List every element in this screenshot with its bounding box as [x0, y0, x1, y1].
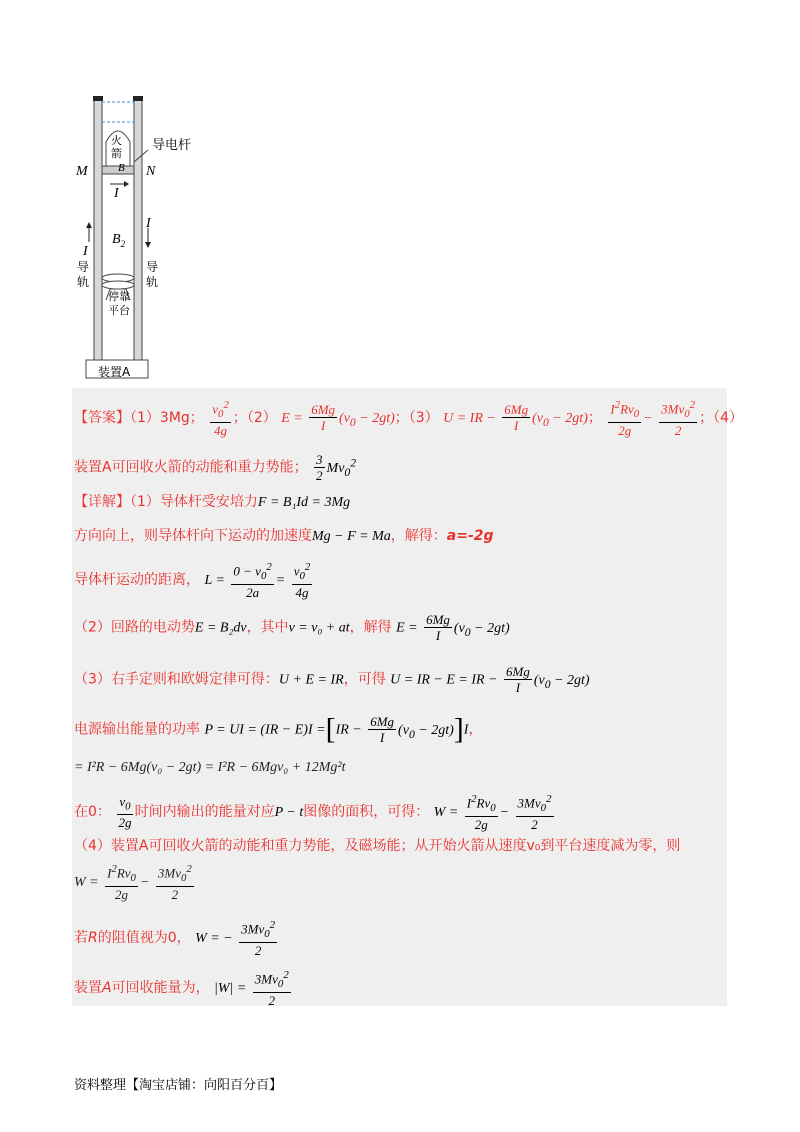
detail-line-9: （4）装置A可回收火箭的动能和重力势能，及磁场能；从开始火箭从速度v₀到平台速度减为零，则	[74, 838, 681, 854]
detail-line-4: （2）回路的电动势E = B₂dv，其中v = v₀ + at，解得 E = $\frac{6Mg}{I}$ $(v_0 - 2gt)$	[74, 612, 510, 643]
answer-line-1: 【答案】（1）3Mg； $\frac{v_0^2}{4g}$ ；（2） E = $\frac{6Mg}{I}$ $(v_0 - 2gt)$；（3） U = IR − $\frac{6Mg}{I}$ $(v_0 - 2gt)$； $\frac{I^2Rv_0}{2g}$ − $\frac{3Mv_0^2}{2}$ ；（4）	[74, 399, 743, 438]
label-i-right: I	[146, 216, 151, 231]
rail-diagram	[76, 92, 206, 382]
label-device-a: 装置A	[98, 365, 131, 379]
label-rod: 导电杆	[152, 138, 192, 153]
detail-line-5: （3）右手定则和欧姆定律可得：U + E = IR，可得 U = IR − E = IR − $\frac{6Mg}{I}$ $(v_0 - 2gt)$	[74, 664, 590, 695]
left-rail	[94, 98, 102, 360]
footer-source: 资料整理【淘宝店铺：向阳百分百】	[74, 1078, 283, 1093]
detail-line-6: 电源输出能量的功率 P = UI = (IR − E)I =[IR − $\frac{6Mg}{I}$ $(v_0 - 2gt)]I$，	[74, 712, 483, 746]
detail-line-11: 若R的阻值视为0， W = − $\frac{3Mv_0^2}{2}$	[74, 919, 276, 958]
label-b1: B	[118, 162, 125, 174]
answer-line-2: 装置A可回收火箭的动能和重力势能； $\frac{3}{2}$ $Mv_0^2$	[74, 452, 357, 483]
answer-prefix: 【答案】	[74, 409, 130, 426]
label-m: M	[76, 164, 88, 179]
label-rail-right: 导轨	[146, 260, 159, 289]
label-i-rod: I	[114, 186, 119, 201]
detail-line-10: W = $\frac{I^2Rv_0}{2g}$ − $\frac{3Mv_0^2}{2}$	[74, 863, 192, 902]
right-rail	[134, 98, 142, 360]
detail-line-1: 【详解】（1）导体杆受安培力F = B₁Id = 3Mg	[74, 494, 351, 510]
label-i-left: I	[83, 244, 88, 259]
label-n: N	[146, 164, 156, 179]
label-rocket: 火箭	[111, 134, 122, 160]
label-b2: $B_2$	[112, 232, 126, 249]
label-platform: 停靠平台	[108, 290, 130, 317]
detail-line-12: 装置A可回收能量为， |W| = $\frac{3Mv_0^2}{2}$	[74, 969, 289, 1008]
label-rail-left: 导轨	[77, 260, 90, 289]
detail-line-3: 导体杆运动的距离， L = $\frac{0 - v_0^2}{2a}$ = $\frac{v_0^2}{4g}$	[74, 561, 311, 600]
detail-line-7: = I²R − 6Mg(v₀ − 2gt) = I²R − 6Mgv₀ + 12Mg²t	[74, 760, 346, 775]
detail-line-2: 方向向上，则导体杆向下运动的加速度Mg − F = Ma，解得：a=-2g	[74, 528, 494, 544]
detail-line-8: 在0： $\frac{v_0}{2g}$ 时间内输出的能量对应P − t图像的面积，可得： W = $\frac{I^2Rv_0}{2g}$ − $\frac{3Mv_0^2}{2}$	[74, 793, 552, 832]
